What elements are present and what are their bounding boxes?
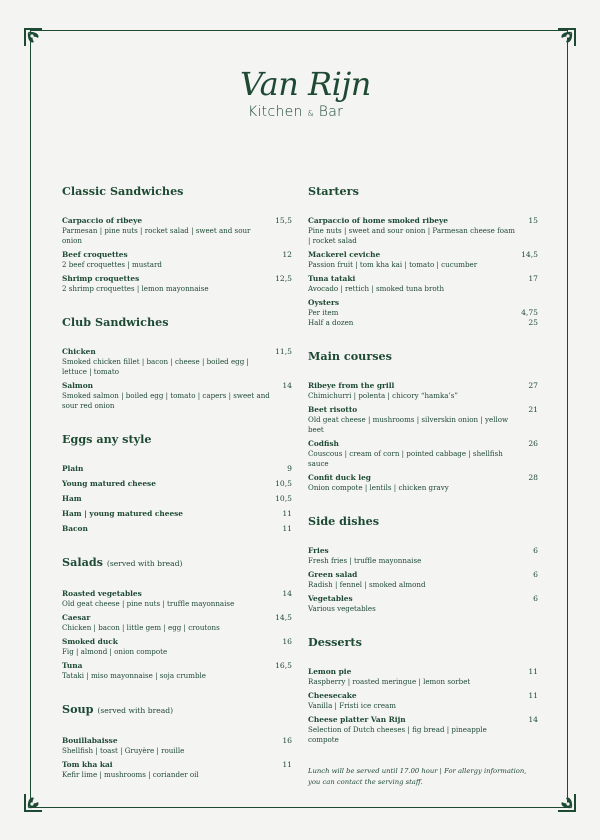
menu-item xyxy=(308,570,538,590)
menu-item-price: 11 xyxy=(282,760,292,769)
menu-item-row xyxy=(62,736,292,746)
menu-item xyxy=(308,546,538,566)
menu-item xyxy=(62,760,292,780)
menu-item-row xyxy=(62,760,292,770)
section-title-text: Classic Sandwiches xyxy=(62,184,184,198)
section-title-text: Soup xyxy=(62,702,94,716)
menu-section-starters xyxy=(308,184,538,328)
section-title xyxy=(308,349,538,363)
menu-item-price: 11 xyxy=(282,509,292,518)
menu-section-salads xyxy=(62,555,292,681)
corner-ornament-top-left xyxy=(22,26,44,48)
menu-item xyxy=(308,405,538,435)
menu-item xyxy=(62,479,292,489)
menu-item-row xyxy=(62,524,292,534)
menu-item xyxy=(308,667,538,687)
menu-item-description: Pine nuts | sweet and sour onion | Parmesan cheese foam | rocket salad xyxy=(308,226,515,245)
section-title-text: Main courses xyxy=(308,349,392,363)
menu-section-desserts xyxy=(308,635,538,745)
lunch-allergy-footnote: Lunch will be served until 17.00 hour | For allergy information, you can contact the serving staff. xyxy=(308,767,527,786)
menu-item-price: 14,5 xyxy=(521,250,538,259)
menu-item-price: 21 xyxy=(528,405,538,414)
menu-item-row xyxy=(308,298,538,308)
menu-item-name: Cheesecake xyxy=(308,691,357,700)
menu-item-price: 11 xyxy=(528,667,538,676)
menu-item-price: 16 xyxy=(282,637,292,646)
menu-item-description: Chicken | bacon | little gem | egg | croutons xyxy=(62,623,220,632)
menu-item-name: Chicken xyxy=(62,347,96,356)
menu-item-name: Ham xyxy=(62,494,82,503)
menu-item-price: 14 xyxy=(282,589,292,598)
menu-item xyxy=(308,381,538,401)
menu-item-row xyxy=(308,381,538,391)
menu-item-description: 2 shrimp croquettes | lemon mayonnaise xyxy=(62,284,209,293)
menu-item-row xyxy=(308,570,538,580)
menu-item-name: Tuna xyxy=(62,661,83,670)
menu-item xyxy=(62,509,292,519)
menu-item-description: Smoked salmon | boiled egg | tomato | capers | sweet and sour red onion xyxy=(62,391,270,410)
section-title-text: Desserts xyxy=(308,635,362,649)
menu-item xyxy=(308,439,538,469)
menu-item-name: Cheese platter Van Rijn xyxy=(308,715,406,724)
menu-item xyxy=(62,589,292,609)
menu-item-name: Salmon xyxy=(62,381,94,390)
menu-item-price: 10,5 xyxy=(275,494,292,503)
corner-ornament-top-right xyxy=(556,26,578,48)
menu-item-price: 6 xyxy=(533,546,538,555)
menu-item-price: 11 xyxy=(528,691,538,700)
menu-item-price: 14 xyxy=(282,381,292,390)
menu-item-name: Green salad xyxy=(308,570,358,579)
section-title xyxy=(308,514,538,528)
menu-item-name: Tuna tataki xyxy=(308,274,356,283)
menu-item-price: 16 xyxy=(282,736,292,745)
menu-item-name: Ribeye from the grill xyxy=(308,381,395,390)
menu-item-row xyxy=(308,546,538,556)
menu-item-name: Bouillabaisse xyxy=(62,736,118,745)
menu-item-name: Roasted vegetables xyxy=(62,589,142,598)
menu-item xyxy=(308,250,538,270)
menu-item-description: 2 beef croquettes | mustard xyxy=(62,260,162,269)
menu-item-description: Avocado | rettich | smoked tuna broth xyxy=(308,284,445,293)
section-title xyxy=(62,432,292,446)
option-label: Half a dozen xyxy=(308,318,354,327)
menu-item-price: 11,5 xyxy=(275,347,292,356)
menu-item-description: Tataki | miso mayonnaise | soja crumble xyxy=(62,671,206,680)
menu-item-description: Old geat cheese | mushrooms | silverskin onion | yellow beet xyxy=(308,415,509,434)
section-title-text: Salads xyxy=(62,555,103,569)
menu-item-price: 14,5 xyxy=(275,613,292,622)
menu-item-name: Carpaccio of ribeye xyxy=(62,216,143,225)
menu-item-row xyxy=(62,479,292,489)
menu-item-description: Various vegetables xyxy=(308,604,376,613)
menu-item-name: Vegetables xyxy=(308,594,353,603)
menu-item-description: Fresh fries | truffle mayonnaise xyxy=(308,556,422,565)
menu-item-row xyxy=(62,494,292,504)
menu-item-name: Confit duck leg xyxy=(308,473,371,482)
leaf-ornament-icon xyxy=(556,26,578,48)
menu-item-price: 12,5 xyxy=(275,274,292,283)
menu-item-name: Smoked duck xyxy=(62,637,118,646)
leaf-ornament-icon xyxy=(556,792,578,814)
menu-item-row xyxy=(62,274,292,284)
menu-item xyxy=(62,637,292,657)
logo-subtitle xyxy=(248,104,343,120)
corner-ornament-bottom-right xyxy=(556,792,578,814)
menu-item-row xyxy=(62,216,292,226)
menu-item xyxy=(62,494,292,504)
menu-item xyxy=(62,464,292,474)
menu-item-option xyxy=(308,308,538,318)
menu-item-description: Old geat cheese | pine nuts | truffle mayonnaise xyxy=(62,599,235,608)
option-price: 4,75 xyxy=(521,308,538,317)
menu-item-description: Passion fruit | tom kha kai | tomato | cucumber xyxy=(308,260,478,269)
menu-item-row xyxy=(62,589,292,599)
menu-item-name: Bacon xyxy=(62,524,88,533)
section-title-text: Starters xyxy=(308,184,359,198)
menu-item-row xyxy=(62,509,292,519)
section-title-text: Club Sandwiches xyxy=(62,315,169,329)
menu-section-eggs-any-style xyxy=(62,432,292,534)
menu-item-description: Fig | almond | onion compote xyxy=(62,647,168,656)
menu-item xyxy=(308,715,538,745)
menu-item-price: 17 xyxy=(528,274,538,283)
menu-item-description: Couscous | cream of corn | pointed cabbage | shellfish sauce xyxy=(308,449,503,468)
section-title xyxy=(308,635,538,649)
menu-item-name: Plain xyxy=(62,464,84,473)
corner-ornament-bottom-left xyxy=(22,792,44,814)
menu-item-row xyxy=(308,667,538,677)
menu-item xyxy=(308,274,538,294)
menu-item xyxy=(62,216,292,246)
menu-item-row xyxy=(62,381,292,391)
logo-script: Van Rijn xyxy=(240,65,371,103)
menu-item-row xyxy=(62,613,292,623)
menu-item-row xyxy=(62,637,292,647)
menu-item-row xyxy=(62,347,292,357)
section-title xyxy=(308,184,538,198)
leaf-ornament-icon xyxy=(22,792,44,814)
menu-item-name: Carpaccio of home smoked ribeye xyxy=(308,216,448,225)
menu-item-name: Caesar xyxy=(62,613,91,622)
menu-item-description: Onion compote | lentils | chicken gravy xyxy=(308,483,449,492)
menu-item xyxy=(62,736,292,756)
menu-item-description: Vanilla | Fristi ice cream xyxy=(308,701,397,710)
menu-item-name: Beef croquettes xyxy=(62,250,128,259)
menu-item-description: Raspberry | roasted meringue | lemon sorbet xyxy=(308,677,471,686)
menu-item xyxy=(62,250,292,270)
logo-bar: Bar xyxy=(318,104,344,120)
restaurant-logo xyxy=(238,64,371,124)
menu-item-price: 15 xyxy=(528,216,538,225)
option-label: Per item xyxy=(308,308,339,317)
menu-section-club-sandwiches xyxy=(62,315,292,411)
section-title xyxy=(62,315,292,329)
menu-item xyxy=(62,613,292,633)
section-title xyxy=(62,702,292,718)
menu-item-row xyxy=(308,405,538,415)
menu-item-name: Beet risotto xyxy=(308,405,358,414)
menu-item-name: Young matured cheese xyxy=(62,479,156,488)
menu-item-row xyxy=(308,473,538,483)
menu-item-price: 26 xyxy=(528,439,538,448)
menu-item xyxy=(308,473,538,493)
menu-item xyxy=(62,274,292,294)
menu-item xyxy=(62,347,292,377)
menu-item-name: Codfish xyxy=(308,439,339,448)
menu-item-description: Radish | fennel | smoked almond xyxy=(308,580,426,589)
menu-item-price: 28 xyxy=(528,473,538,482)
menu-item-price: 6 xyxy=(533,594,538,603)
menu-section-main-courses xyxy=(308,349,538,493)
menu-item xyxy=(308,594,538,614)
menu-item-row xyxy=(308,250,538,260)
menu-item-row xyxy=(62,464,292,474)
menu-section-classic-sandwiches xyxy=(62,184,292,294)
option-price: 25 xyxy=(528,318,538,327)
menu-item-row xyxy=(308,216,538,226)
menu-item-name: Shrimp croquettes xyxy=(62,274,140,283)
menu-item-row xyxy=(308,691,538,701)
menu-item-option xyxy=(308,318,538,328)
section-title xyxy=(62,184,292,198)
menu-item-price: 11 xyxy=(282,524,292,533)
menu-item-price: 27 xyxy=(528,381,538,390)
logo-kitchen: Kitchen xyxy=(248,104,303,120)
menu-item-price: 16,5 xyxy=(275,661,292,670)
menu-item-row xyxy=(308,715,538,725)
section-title xyxy=(62,555,292,571)
menu-item-row xyxy=(62,661,292,671)
menu-item-price: 6 xyxy=(533,570,538,579)
menu-item xyxy=(62,661,292,681)
menu-section-soup xyxy=(62,702,292,780)
menu-item-price: 9 xyxy=(287,464,292,473)
menu-item xyxy=(308,691,538,711)
menu-item xyxy=(308,216,538,246)
menu-section-side-dishes xyxy=(308,514,538,614)
menu-item-price: 12 xyxy=(282,250,292,259)
logo-amp: & xyxy=(307,109,315,118)
menu-item-description: Parmesan | pine nuts | rocket salad | sweet and sour onion xyxy=(62,226,251,245)
menu-item-description: Chimichurri | polenta | chicory “hamka’s” xyxy=(308,391,459,400)
menu-item-name: Lemon pie xyxy=(308,667,352,676)
menu-item-description: Selection of Dutch cheeses | fig bread | pineapple compote xyxy=(308,725,487,744)
menu-item-name: Oysters xyxy=(308,298,340,307)
menu-item xyxy=(62,381,292,411)
menu-item-description: Smoked chicken fillet | bacon | cheese | boiled egg | lettuce | tomato xyxy=(62,357,249,376)
menu-item-description: Shellfish | toast | Gruyère | rouille xyxy=(62,746,185,755)
menu-item-name: Tom kha kai xyxy=(62,760,113,769)
menu-item-row xyxy=(62,250,292,260)
menu-item xyxy=(308,298,538,328)
menu-item-price: 15,5 xyxy=(275,216,292,225)
section-note: (served with bread) xyxy=(97,706,174,715)
section-title-text: Side dishes xyxy=(308,514,380,528)
menu-item xyxy=(62,524,292,534)
menu-item-description: Kefir lime | mushrooms | coriander oil xyxy=(62,770,199,779)
menu-column-right xyxy=(308,184,538,787)
leaf-ornament-icon xyxy=(22,26,44,48)
menu-item-name: Ham | young matured cheese xyxy=(62,509,184,518)
menu-item-row xyxy=(308,594,538,604)
menu-item-name: Mackerel ceviche xyxy=(308,250,381,259)
menu-item-row xyxy=(308,439,538,449)
menu-item-row xyxy=(308,274,538,284)
section-title-text: Eggs any style xyxy=(62,432,152,446)
menu-item-price: 14 xyxy=(528,715,538,724)
menu-column-left xyxy=(62,184,292,801)
section-note: (served with bread) xyxy=(106,559,183,568)
menu-item-price: 10,5 xyxy=(275,479,292,488)
menu-item-name: Fries xyxy=(308,546,329,555)
